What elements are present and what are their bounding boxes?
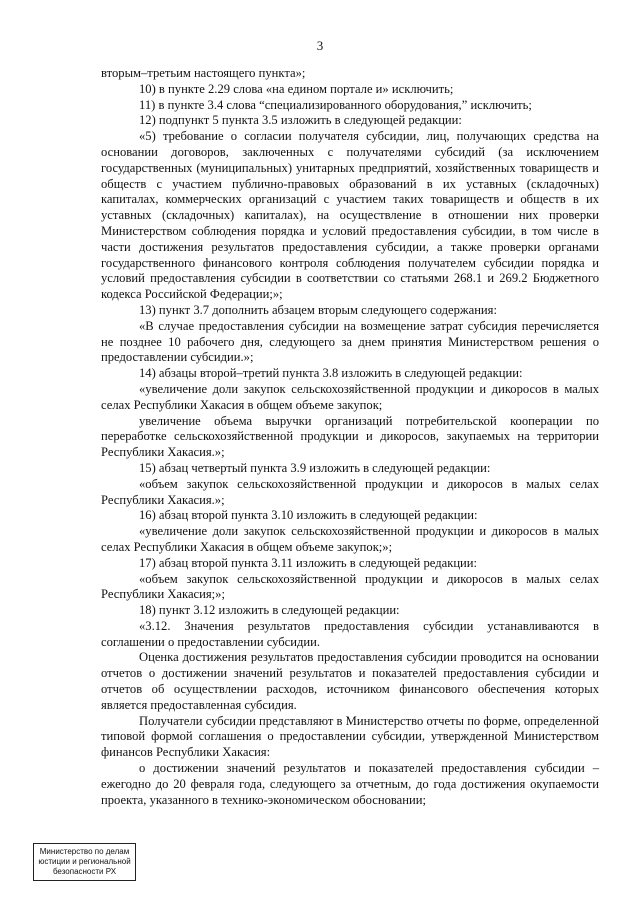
paragraph: увеличение объема выручки организаций потребительской кооперации по переработке сельскохозяйственной продукции и дикоросов, закупаемых на территории Республики Хакасия.»; <box>101 413 599 460</box>
registration-stamp <box>33 843 136 881</box>
page-number: 3 <box>316 38 324 53</box>
paragraph: «В случае предоставления субсидии на возмещение затрат субсидия перечисляется не позднее 10 рабочего дня, следующего за днем принятия Министерством решения о предоставлении субсидии.»; <box>101 318 599 365</box>
stamp-line: Министерство по делам <box>39 847 130 856</box>
paragraph: Получатели субсидии представляют в Министерство отчеты по форме, определенной типовой формой соглашения о предоставлении субсидии, утвержденной Министерством финансов Республики Хакасия: <box>101 713 599 760</box>
paragraph: «увеличение доли закупок сельскохозяйственной продукции и дикоросов в малых селах Республики Хакасия в общем объеме закупок; <box>101 381 599 412</box>
paragraph: Оценка достижения результатов предоставления субсидии проводится на основании отчетов о достижении значений результатов и показателей предоставления субсидии и отчетов об осуществлении расходов, источником финансового обеспечения которых является предоставленная субсидия. <box>101 650 599 712</box>
paragraph: 16) абзац второй пункта 3.10 изложить в следующей редакции: <box>139 508 478 523</box>
paragraph: «5) требование о согласии получателя субсидии, лиц, получающих средства на основании договоров, заключенных с получателями субсидий (за исключением государственных (муниципальных) унитарных предприятий, хозяйственных товариществ и обществ с участием публично-правовых образований в их уставных (складочных) капиталах, коммерческих организаций с участием таких товариществ и обществ в их уставных (складочных) капиталах), на осуществление в отношении них проверки Министерством соблюдения порядка и условий предоставления субсидии, в том числе в части достижения результатов предоставления субсидии, а также проверки органами государственного финансового контроля соблюдения получателем субсидии порядка и условий предоставления субсидии в соответствии со статьями 268.1 и 269.2 Бюджетного кодекса Российской Федерации;»; <box>101 129 599 302</box>
paragraph: 17) абзац второй пункта 3.11 изложить в следующей редакции: <box>139 555 478 570</box>
paragraph: о достижении значений результатов и показателей предоставления субсидии – ежегодно до 20 февраля года, следующего за отчетным, до года достижения окупаемости проекта, указанного в технико-экономическом обосновании; <box>101 761 599 807</box>
paragraph: 18) пункт 3.12 изложить в следующей редакции: <box>139 603 400 618</box>
paragraph: 14) абзацы второй–третий пункта 3.8 изложить в следующей редакции: <box>139 366 523 381</box>
paragraph: 15) абзац четвертый пункта 3.9 изложить в следующей редакции: <box>139 460 491 475</box>
paragraph: «увеличение доли закупок сельскохозяйственной продукции и дикоросов в малых селах Республики Хакасия в общем объеме закупок;»; <box>101 524 599 554</box>
paragraph: 10) в пункте 2.29 слова «на едином портале и» исключить; <box>139 81 454 96</box>
stamp-line: юстиции и региональной <box>38 857 131 866</box>
paragraph: «объем закупок сельскохозяйственной продукции и дикоросов в малых селах Республики Хакасия.»; <box>101 476 599 507</box>
paragraph: «объем закупок сельскохозяйственной продукции и дикоросов в малых селах Республики Хакасия;»; <box>101 571 599 602</box>
document-body <box>101 66 599 808</box>
stamp-line: безопасности РХ <box>52 867 117 876</box>
paragraph: вторым–третьим настоящего пункта»; <box>101 66 306 80</box>
paragraph: «3.12. Значения результатов предоставления субсидии устанавливаются в соглашении о предоставлении субсидии. <box>101 618 599 649</box>
paragraph: 13) пункт 3.7 дополнить абзацем вторым следующего содержания: <box>139 302 497 317</box>
paragraph: 12) подпункт 5 пункта 3.5 изложить в следующей редакции: <box>139 113 462 128</box>
paragraph: 11) в пункте 3.4 слова “специализированного оборудования,” исключить; <box>139 97 532 112</box>
